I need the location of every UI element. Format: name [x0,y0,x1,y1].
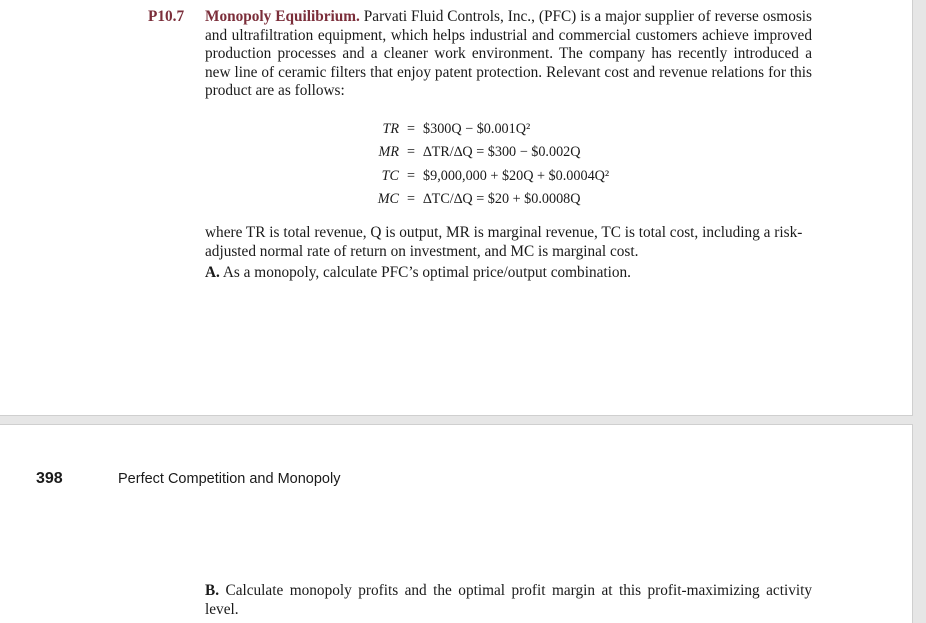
problem-number: P10.7 [148,8,185,25]
equation-rhs: $9,000,000 + $20Q + $0.0004Q² [423,167,610,184]
problem-intro: Parvati Fluid Controls, Inc., (PFC) is a major supplier of reverse osmosis and ultrafiltration equipment, which helps industrial and commercial customers achieve improved production processes and a cleaner work environment. The company has recently introduced a new line of ceramic filters that enjoy patent protection. Relevant cost and revenue relations for this product are as follows: [205,8,813,100]
equation-lhs: MC [377,190,399,207]
equation-tr [368,118,609,141]
part-a [205,264,812,283]
equation-sign: = [406,121,415,137]
part-b-label: B. [205,582,220,599]
equation-rhs: ∆TC/∆Q = $20 + $0.0008Q [423,190,581,207]
equation-mc [368,188,609,211]
where-paragraph: where TR is total revenue, Q is output, MR is marginal revenue, TC is total cost, including a risk-adjusted normal rate of return on investment, and MC is marginal cost. [205,224,803,260]
equation-lhs: TR [382,121,399,137]
equation-rhs: $300Q − $0.001Q² [423,121,531,137]
equation-sign: = [406,167,415,184]
problem-block [148,8,812,101]
problem-title: Monopoly Equilibrium. [205,8,360,25]
equation-lhs: MR [378,144,399,161]
part-a-text: As a monopoly, calculate PFC’s optimal price/output combination. [222,264,631,281]
equation-lhs: TC [381,167,399,184]
equation-mr [368,141,609,164]
equation-sign: = [406,144,415,161]
equation-rhs: ∆TR/∆Q = $300 − $0.002Q [423,144,581,161]
part-b [205,582,812,619]
page-number: 398 [36,470,63,487]
problem-text [205,8,812,101]
equation-tc [368,165,609,188]
running-title: Perfect Competition and Monopoly [118,471,341,487]
equation-sign: = [406,190,415,207]
equation-block [368,118,609,211]
part-b-text: Calculate monopoly profits and the optimal profit margin at this profit-maximizing activity level. [205,582,813,618]
part-a-label: A. [205,264,220,281]
